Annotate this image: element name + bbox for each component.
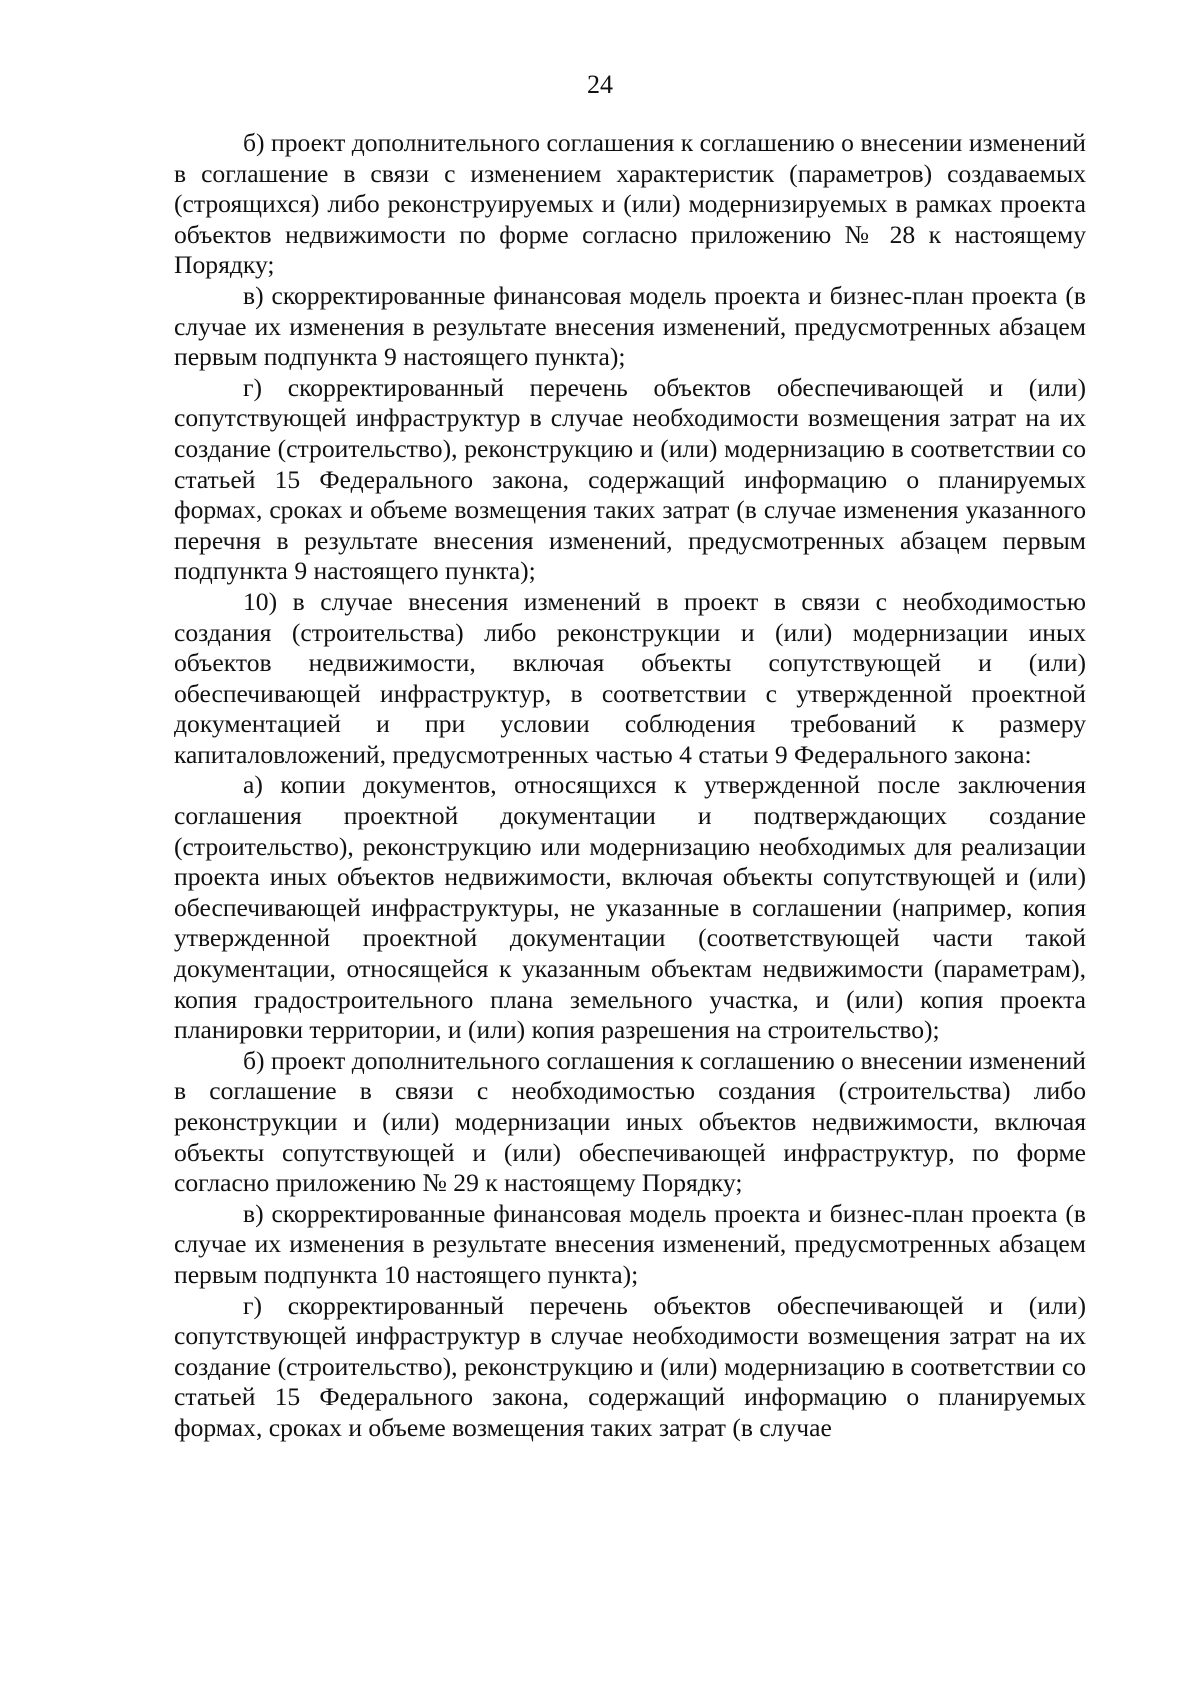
- paragraph-b-28: б) проект дополнительного соглашения к соглашению о внесении изменений в соглашение в связи с изменением характеристик (параметров) создаваемых (строящихся) либо реконструируемых и (или) модернизируемых в рамках проекта объектов недвижимости по форме согласно приложению № 28 к настоящему Порядку;: [174, 128, 1086, 280]
- paragraph-10: 10) в случае внесения изменений в проект в связи с необходимостью создания (строительства) либо реконструкции и (или) модернизации иных объектов недвижимости, включая объекты сопутствующей и (или) обеспечивающей инфраструктур, в соответствии с утвержденной проектной документацией и при условии соблюдения требований к размеру капиталовложений, предусмотренных частью 4 статьи 9 Федерального закона:: [174, 586, 1086, 769]
- paragraph-v-10: в) скорректированные финансовая модель проекта и бизнес-план проекта (в случае их изменения в результате внесения изменений, предусмотренных абзацем первым подпункта 10 настоящего пункта);: [174, 1198, 1086, 1289]
- paragraph-g-9: г) скорректированный перечень объектов обеспечивающей и (или) сопутствующей инфраструктур в случае необходимости возмещения затрат на их создание (строительство), реконструкцию и (или) модернизацию в соответствии со статьей 15 Федерального закона, содержащий информацию о планируемых формах, сроках и объеме возмещения таких затрат (в случае изменения указанного перечня в результате внесения изменений, предусмотренных абзацем первым подпункта 9 настоящего пункта);: [174, 372, 1086, 586]
- document-body: [174, 128, 1086, 1444]
- page-number: 24: [587, 70, 613, 99]
- paragraph-b-29: б) проект дополнительного соглашения к соглашению о внесении изменений в соглашение в связи с необходимостью создания (строительства) либо реконструкции и (или) модернизации иных объектов недвижимости, включая объекты сопутствующей и (или) обеспечивающей инфраструктур, по форме согласно приложению № 29 к настоящему Порядку;: [174, 1045, 1086, 1198]
- paragraph-a-10: а) копии документов, относящихся к утвержденной после заключения соглашения проектной документации и подтверждающих создание (строительство), реконструкцию или модернизацию необходимых для реализации проекта иных объектов недвижимости, включая объекты сопутствующей и (или) обеспечивающей инфраструктуры, не указанные в соглашении (например, копия утвержденной проектной документации (соответствующей части такой документации, относящейся к указанным объектам недвижимости (параметрам), копия градостроительного плана земельного участка, и (или) копия проекта планировки территории, и (или) копия разрешения на строительство);: [174, 770, 1086, 1045]
- paragraph-g-10: г) скорректированный перечень объектов обеспечивающей и (или) сопутствующей инфраструктур в случае необходимости возмещения затрат на их создание (строительство), реконструкцию и (или) модернизацию в соответствии со статьей 15 Федерального закона, содержащий информацию о планируемых формах, сроках и объеме возмещения таких затрат (в случае: [174, 1290, 1086, 1442]
- paragraph-v-9: в) скорректированные финансовая модель проекта и бизнес-план проекта (в случае их изменения в результате внесения изменений, предусмотренных абзацем первым подпункта 9 настоящего пункта);: [174, 280, 1086, 372]
